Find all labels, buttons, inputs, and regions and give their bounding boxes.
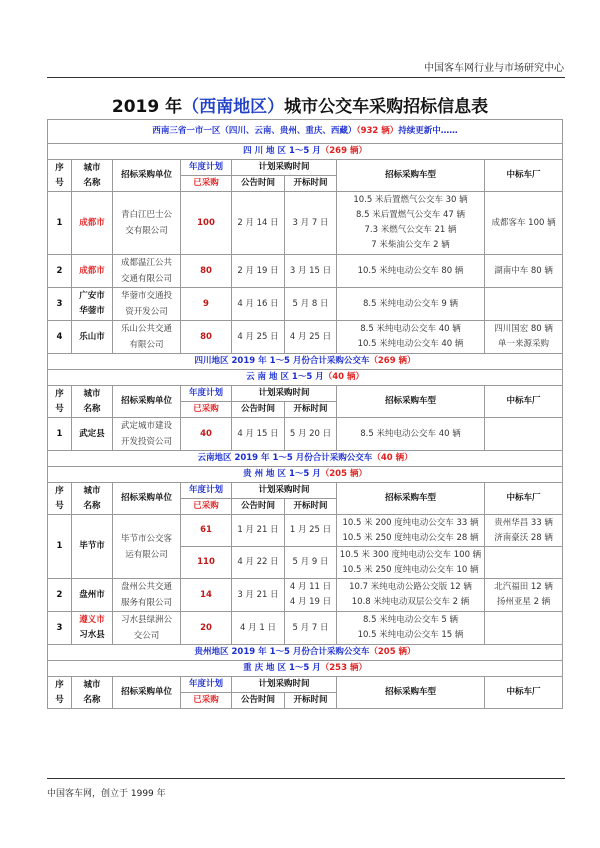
procurement-table — [47, 119, 563, 709]
col-header-model: 招标采购车型 — [337, 386, 485, 418]
region-band-chongqing — [48, 661, 563, 677]
col-header-open: 开标时间 — [285, 693, 337, 709]
cell-qty: 110 — [181, 547, 232, 579]
footer-text: 中国客车网，创立于 1999 年 — [47, 789, 166, 799]
col-seq-b: 号 — [55, 177, 64, 188]
model-line: 7 米柴油公交车 2 辆 — [371, 240, 450, 250]
cell-city — [72, 321, 113, 354]
footer-divider — [47, 778, 565, 779]
winner-line: 成都客车 100 辆 — [491, 217, 556, 228]
cell-open — [285, 192, 337, 255]
model-line: 10.5 米纯电动公交车 80 辆 — [357, 265, 464, 276]
col-header-unit: 招标采购单位 — [113, 160, 181, 192]
cell-seq: 1 — [48, 192, 72, 255]
winner-line: 湖南中车 80 辆 — [494, 265, 553, 276]
table-row — [48, 354, 563, 370]
model-line: 10.5 米后置燃气公交车 30 辆 — [353, 195, 468, 205]
cell-open — [285, 288, 337, 321]
city-name-2: 习水县 — [79, 630, 105, 640]
col-city-a: 城市 — [83, 388, 101, 399]
col-header-plan: 年度计划 — [181, 677, 232, 693]
title-region: （西南地区） — [182, 97, 285, 117]
cell-unit: 青白江巴士公交有限公司 — [113, 192, 181, 255]
col-header-time-group: 计划采购时间 — [232, 483, 337, 499]
model-line: 7.3 米燃气公交车 21 辆 — [364, 225, 457, 235]
cell-seq: 3 — [48, 612, 72, 645]
model-line: 10.8 米纯电动双层公交车 2 辆 — [351, 597, 470, 607]
model-line: 10.7 米纯电动公路公交版 12 辆 — [349, 582, 472, 592]
table-row — [48, 192, 563, 255]
col-seq-a: 序 — [55, 679, 64, 690]
region-band-count: （40 辆） — [323, 372, 365, 382]
cell-announce: 4 月 15 日 — [232, 418, 285, 451]
col-seq-b: 号 — [55, 403, 64, 414]
table-row — [48, 483, 563, 499]
banner-tail: 持续更新中…… — [398, 126, 458, 136]
col-header-bought: 已采购 — [181, 176, 232, 192]
city-name: 毕节市 — [79, 541, 105, 551]
table-row — [48, 288, 563, 321]
col-header-seq — [48, 677, 72, 709]
winner-line: 扬州亚星 2 辆 — [496, 597, 551, 607]
col-seq-b: 号 — [55, 694, 64, 705]
cell-open — [285, 418, 337, 451]
cell-city — [72, 515, 113, 579]
region-summary-count: （40 辆） — [372, 453, 413, 463]
table-row — [48, 120, 563, 144]
region-summary-guizhou — [48, 645, 563, 661]
col-header-winner: 中标车厂 — [485, 483, 563, 515]
cell-announce: 1 月 21 日 — [232, 515, 285, 547]
table-row — [48, 645, 563, 661]
model-line: 8.5 米纯电动公交车 40 辆 — [360, 324, 461, 334]
col-header-open: 开标时间 — [285, 176, 337, 192]
cell-seq: 4 — [48, 321, 72, 354]
region-band-sichuan — [48, 144, 563, 160]
open-date: 4 月 11 日 — [289, 582, 332, 592]
cell-models — [337, 321, 485, 354]
table-row — [48, 321, 563, 354]
cell-unit: 盘州公共交通服务有限公司 — [113, 579, 181, 612]
col-header-bought: 已采购 — [181, 402, 232, 418]
cell-models — [337, 579, 485, 612]
col-seq-a: 序 — [55, 162, 64, 173]
title-prefix: 2019 年 — [111, 97, 183, 117]
region-band-count: （205 辆） — [320, 469, 367, 479]
cell-winner — [485, 288, 563, 321]
open-date: 5 月 7 日 — [292, 622, 329, 633]
cell-open — [285, 612, 337, 645]
cell-announce: 2 月 14 日 — [232, 192, 285, 255]
col-header-time-group: 计划采购时间 — [232, 160, 337, 176]
col-city-b: 名称 — [83, 500, 101, 511]
cell-announce: 4 月 16 日 — [232, 288, 285, 321]
cell-unit: 华蓥市交通投资开发公司 — [113, 288, 181, 321]
open-date-2: 4 月 19 日 — [289, 597, 332, 607]
col-header-seq — [48, 483, 72, 515]
model-line: 8.5 米纯电动公交车 9 辆 — [362, 298, 459, 309]
model-line: 10.5 米 300 度纯电动公交车 100 辆 — [339, 549, 482, 560]
city-name: 盘州市 — [79, 589, 105, 600]
cell-city — [72, 612, 113, 645]
cell-unit: 毕节市公交客运有限公司 — [113, 515, 181, 579]
cell-models — [337, 255, 485, 288]
col-header-plan: 年度计划 — [181, 483, 232, 499]
cell-open — [285, 255, 337, 288]
col-header-plan: 年度计划 — [181, 160, 232, 176]
cell-open: 1 月 25 日 — [285, 515, 337, 547]
table-row — [48, 418, 563, 451]
cell-city — [72, 255, 113, 288]
cell-seq: 3 — [48, 288, 72, 321]
col-city-b: 名称 — [83, 694, 101, 705]
region-band-count: （269 辆） — [320, 146, 367, 156]
col-header-winner: 中标车厂 — [485, 160, 563, 192]
col-header-unit: 招标采购单位 — [113, 483, 181, 515]
col-header-open: 开标时间 — [285, 402, 337, 418]
cell-winner — [485, 192, 563, 255]
cell-models — [337, 612, 485, 645]
col-city-b: 名称 — [83, 177, 101, 188]
region-summary-label: 四川地区 2019 年 1～5 月份合计采购公交车 — [194, 356, 370, 366]
col-header-open: 开标时间 — [285, 499, 337, 515]
col-header-announce: 公告时间 — [232, 402, 285, 418]
table-row — [48, 386, 563, 402]
table-row — [48, 467, 563, 483]
cell-unit: 成都温江公共交通有限公司 — [113, 255, 181, 288]
cell-models — [337, 192, 485, 255]
header-divider — [47, 77, 565, 78]
cell-winner — [485, 579, 563, 612]
col-city-a: 城市 — [83, 679, 101, 690]
cell-models — [337, 547, 485, 579]
col-city-a: 城市 — [83, 485, 101, 496]
cell-winner — [485, 321, 563, 354]
model-line: 10.5 米纯电动公交车 15 辆 — [357, 630, 464, 640]
col-header-seq — [48, 160, 72, 192]
cell-announce: 4 月 1 日 — [232, 612, 285, 645]
cell-unit: 习水县绿洲公交公司 — [113, 612, 181, 645]
cell-qty: 14 — [181, 579, 232, 612]
cell-qty: 80 — [181, 321, 232, 354]
cell-seq: 1 — [48, 515, 72, 579]
col-seq-b: 号 — [55, 500, 64, 511]
region-band-label: 贵 州 地 区 1～5 月 — [243, 469, 321, 479]
col-header-time-group: 计划采购时间 — [232, 386, 337, 402]
table-row — [48, 370, 563, 386]
col-header-bought: 已采购 — [181, 499, 232, 515]
winner-line: 单一来源采购 — [498, 339, 550, 349]
col-header-winner: 中标车厂 — [485, 677, 563, 709]
city-name: 成都市 — [79, 265, 105, 276]
cell-announce: 2 月 19 日 — [232, 255, 285, 288]
city-name: 武定县 — [79, 428, 105, 439]
city-name: 乐山市 — [79, 331, 105, 342]
title-suffix: 城市公交车采购招标信息表 — [284, 97, 489, 117]
cell-unit: 武定城市建设开发投资公司 — [113, 418, 181, 451]
model-line: 8.5 米纯电动公交车 40 辆 — [360, 428, 461, 439]
banner-count: （932 辆） — [356, 126, 399, 136]
cell-open: 5 月 9 日 — [285, 547, 337, 579]
city-name-2: 华蓥市 — [79, 306, 105, 316]
table-row — [48, 160, 563, 176]
cell-qty: 61 — [181, 515, 232, 547]
open-date: 3 月 7 日 — [292, 217, 329, 228]
open-date: 5 月 20 日 — [289, 428, 332, 439]
table-row — [48, 612, 563, 645]
table-row — [48, 677, 563, 693]
open-date: 4 月 25 日 — [289, 331, 332, 342]
open-date: 3 月 15 日 — [289, 265, 332, 276]
winner-line: 四川国宏 80 辆 — [494, 324, 553, 334]
col-header-seq — [48, 386, 72, 418]
region-band-label: 重 庆 地 区 1～5 月 — [243, 663, 321, 673]
cell-seq: 2 — [48, 579, 72, 612]
cell-unit: 乐山公共交通有限公司 — [113, 321, 181, 354]
col-header-city — [72, 483, 113, 515]
cell-winner — [485, 255, 563, 288]
col-header-model: 招标采购车型 — [337, 483, 485, 515]
table-row — [48, 661, 563, 677]
cell-winner — [485, 418, 563, 451]
city-name: 广安市 — [79, 291, 105, 301]
table-row — [48, 255, 563, 288]
col-header-winner: 中标车厂 — [485, 386, 563, 418]
table-row — [48, 515, 563, 547]
cell-announce: 4 月 22 日 — [232, 547, 285, 579]
region-summary-count: （269 辆） — [369, 356, 416, 366]
winner-line: 北汽福田 12 辆 — [494, 582, 553, 592]
region-band-label: 云 南 地 区 1～5 月 — [246, 372, 324, 382]
model-line: 8.5 米后置燃气公交车 47 辆 — [356, 210, 465, 220]
model-line: 10.5 米 250 度纯电动公交车 28 辆 — [342, 532, 479, 543]
col-header-model: 招标采购车型 — [337, 160, 485, 192]
cell-announce: 4 月 25 日 — [232, 321, 285, 354]
open-date: 5 月 8 日 — [292, 298, 329, 309]
cell-models — [337, 288, 485, 321]
cell-qty: 80 — [181, 255, 232, 288]
region-band-count: （253 辆） — [320, 663, 367, 673]
region-band-label: 四 川 地 区 1～5 月 — [243, 146, 321, 156]
col-header-bought: 已采购 — [181, 693, 232, 709]
cell-winner — [485, 515, 563, 547]
col-header-unit: 招标采购单位 — [113, 677, 181, 709]
cell-city — [72, 192, 113, 255]
region-summary-yunnan — [48, 451, 563, 467]
banner-text: 西南三省一市一区（四川、云南、贵州、重庆、西藏） — [152, 126, 357, 136]
cell-city — [72, 418, 113, 451]
cell-announce: 3 月 21 日 — [232, 579, 285, 612]
region-band-yunnan — [48, 370, 563, 386]
table-row — [48, 144, 563, 160]
col-header-unit: 招标采购单位 — [113, 386, 181, 418]
cell-qty: 100 — [181, 192, 232, 255]
col-header-city — [72, 160, 113, 192]
table-row — [48, 579, 563, 612]
cell-seq: 1 — [48, 418, 72, 451]
col-header-announce: 公告时间 — [232, 499, 285, 515]
cell-models — [337, 418, 485, 451]
cell-qty: 9 — [181, 288, 232, 321]
cell-qty: 20 — [181, 612, 232, 645]
model-line: 8.5 米纯电动公交车 5 辆 — [362, 615, 459, 625]
region-summary-sichuan — [48, 354, 563, 370]
banner-row — [48, 120, 563, 144]
region-band-guizhou — [48, 467, 563, 483]
model-line: 10.5 米 200 度纯电动公交车 33 辆 — [342, 517, 479, 528]
region-summary-count: （205 辆） — [369, 647, 416, 657]
header-organization: 中国客车网行业与市场研究中心 — [424, 63, 564, 74]
city-name: 遵义市 — [79, 615, 105, 625]
cell-qty: 40 — [181, 418, 232, 451]
city-name: 成都市 — [79, 217, 105, 228]
cell-city — [72, 579, 113, 612]
page-title — [0, 92, 600, 117]
model-line: 10.5 米 250 度纯电动公交车 10 辆 — [342, 564, 479, 575]
cell-winner — [485, 547, 563, 579]
cell-city — [72, 288, 113, 321]
region-summary-label: 云南地区 2019 年 1～5 月份合计采购公交车 — [197, 453, 373, 463]
col-header-city — [72, 677, 113, 709]
cell-open — [285, 579, 337, 612]
cell-seq: 2 — [48, 255, 72, 288]
table-row — [48, 451, 563, 467]
col-header-plan: 年度计划 — [181, 386, 232, 402]
winner-line: 贵州华昌 33 辆 — [494, 517, 553, 528]
col-header-model: 招标采购车型 — [337, 677, 485, 709]
col-header-city — [72, 386, 113, 418]
col-seq-a: 序 — [55, 485, 64, 496]
col-city-b: 名称 — [83, 403, 101, 414]
col-seq-a: 序 — [55, 388, 64, 399]
cell-open — [285, 321, 337, 354]
model-line: 10.5 米纯电动公交车 40 辆 — [357, 339, 464, 349]
winner-line: 济南豪沃 28 辆 — [494, 532, 553, 543]
col-header-announce: 公告时间 — [232, 176, 285, 192]
col-header-time-group: 计划采购时间 — [232, 677, 337, 693]
col-header-announce: 公告时间 — [232, 693, 285, 709]
cell-models — [337, 515, 485, 547]
col-city-a: 城市 — [83, 162, 101, 173]
region-summary-label: 贵州地区 2019 年 1～5 月份合计采购公交车 — [194, 647, 370, 657]
cell-winner — [485, 612, 563, 645]
